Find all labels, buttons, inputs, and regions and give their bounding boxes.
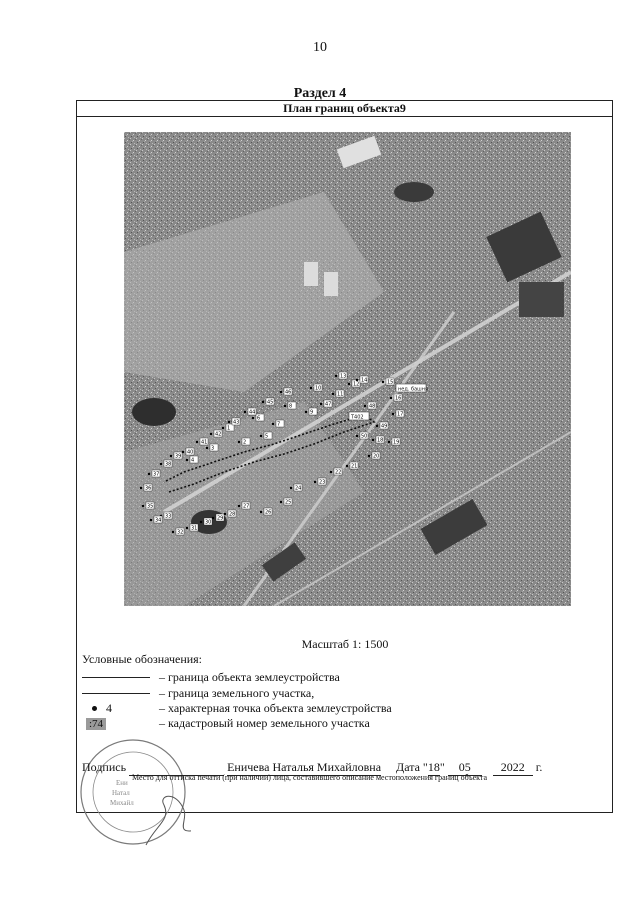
landmark-label: нед. башня — [398, 386, 428, 393]
map-scale: Масштаб 1: 1500 — [301, 637, 389, 651]
characteristic-point-dot — [314, 481, 316, 483]
date-day: 18 — [427, 760, 440, 774]
characteristic-point-dot — [280, 501, 282, 503]
point-number-label: 25 — [285, 499, 292, 506]
legend-title: Условные обозначения: — [82, 652, 203, 666]
characteristic-point-dot — [372, 439, 374, 441]
svg-text:Ени: Ени — [116, 779, 128, 787]
characteristic-point-dot — [210, 433, 212, 435]
point-number-label: 11 — [337, 391, 344, 398]
characteristic-point-dot — [172, 531, 174, 533]
characteristic-point-dot — [348, 383, 350, 385]
point-number-label: 12 — [353, 381, 360, 388]
characteristic-point-dot — [196, 441, 198, 443]
characteristic-point-dot — [140, 487, 142, 489]
point-number-label: 23 — [319, 479, 326, 486]
point-number-label: 27 — [243, 503, 250, 510]
map-vegetation — [132, 398, 176, 426]
characteristic-point-dot — [346, 465, 348, 467]
point-number-label: 1 — [227, 425, 231, 432]
stamp-seal — [76, 735, 191, 850]
characteristic-point-dot — [368, 455, 370, 457]
legend-item-object-boundary: – граница объекта землеустройства — [82, 669, 340, 685]
characteristic-point-dot — [148, 473, 150, 475]
characteristic-point-dot — [252, 417, 254, 419]
characteristic-point-dot — [390, 397, 392, 399]
point-number-label: 4 — [191, 457, 195, 464]
point-number-label: 19 — [393, 439, 400, 446]
point-number-label: 18 — [377, 437, 384, 444]
characteristic-point-dot — [238, 441, 240, 443]
landmark-label-group — [396, 384, 428, 393]
point-number-label: 9 — [310, 409, 314, 416]
point-number-label: 17 — [397, 411, 404, 418]
date-month: 05 — [448, 760, 482, 776]
boundary-map — [124, 132, 571, 606]
date-label: Дата " — [396, 760, 428, 774]
point-number-label: 5 — [265, 433, 269, 440]
point-number-label: 43 — [233, 419, 240, 426]
page-number: 10 — [313, 40, 327, 55]
characteristic-point-dot — [290, 487, 292, 489]
characteristic-point-dot — [228, 421, 230, 423]
point-number-label: 50 — [361, 433, 368, 440]
characteristic-point-dot — [320, 403, 322, 405]
characteristic-point-dot — [186, 459, 188, 461]
characteristic-point-dot — [260, 511, 262, 513]
characteristic-point-dot — [150, 519, 152, 521]
point-number-label: 8 — [289, 403, 293, 410]
characteristic-point-dot — [382, 381, 384, 383]
point-number-label: 16 — [395, 395, 402, 402]
characteristic-point-dot — [335, 375, 337, 377]
characteristic-point-dot — [392, 413, 394, 415]
point-number-label: 22 — [335, 469, 342, 476]
point-number-label: 45 — [267, 399, 274, 406]
date-year-suffix: г. — [535, 760, 543, 774]
point-number-label: 26 — [265, 509, 272, 516]
point-number-label: 28 — [229, 511, 236, 518]
point-number-label: 38 — [165, 461, 172, 468]
point-number-label: 46 — [285, 389, 292, 396]
section-title: Раздел 4 — [293, 86, 347, 101]
point-number-label: 24 — [295, 485, 302, 492]
characteristic-point-dot — [262, 401, 264, 403]
point-number-label: 48 — [369, 403, 376, 410]
characteristic-point-dot — [238, 505, 240, 507]
frame-title: План границ объекта9 — [76, 100, 613, 117]
characteristic-point-dot — [186, 527, 188, 529]
point-number-label: 10 — [315, 385, 322, 392]
point-number-label: 47 — [325, 401, 332, 408]
point-number-label: 35 — [147, 503, 154, 510]
date-year: 2022 — [493, 760, 533, 776]
point-number-label: 6 — [257, 415, 261, 422]
characteristic-point-dot — [332, 393, 334, 395]
point-number-label: 29 — [217, 515, 224, 522]
point-number-label: 36 — [145, 485, 152, 492]
cadastral-box-icon: :74 — [86, 718, 106, 730]
characteristic-point-dot — [206, 447, 208, 449]
signature-caption: Место для оттиска печати (при наличии) лица, составившего описание местоположения границ объекта — [132, 773, 488, 782]
svg-text:Михайл: Михайл — [110, 799, 134, 807]
characteristic-point-dot — [170, 455, 172, 457]
characteristic-point-dot — [160, 463, 162, 465]
point-number-label: 20 — [373, 453, 380, 460]
legend-item-characteristic-point: 4 – характерная точка объекта землеустройства — [82, 700, 392, 716]
point-number-label: 41 — [201, 439, 208, 446]
point-number-label: 37 — [153, 471, 160, 478]
characteristic-point-dot — [388, 441, 390, 443]
characteristic-point-dot — [356, 379, 358, 381]
point-number-label: 7 — [277, 421, 281, 428]
dot-icon — [92, 706, 97, 711]
point-number-label: 30 — [205, 519, 212, 526]
svg-text:Натал: Натал — [112, 789, 130, 797]
characteristic-point-dot — [330, 471, 332, 473]
legend-line-icon — [82, 677, 150, 678]
characteristic-point-dot — [280, 391, 282, 393]
point-number-label: 3 — [211, 445, 215, 452]
signer-name: Еничева Наталья Михайловна — [227, 760, 382, 774]
characteristic-point-dot — [222, 427, 224, 429]
signature-label: Подпись — [82, 760, 127, 774]
legend-item-cadastral-number: :74 – кадастровый номер земельного участка — [82, 715, 370, 731]
map-building — [324, 272, 338, 296]
point-number-label: 42 — [215, 431, 222, 438]
cadastral-number-label: Т402 — [351, 414, 364, 421]
point-number-label: 34 — [155, 517, 162, 524]
map-building — [519, 282, 564, 317]
map-vegetation — [394, 182, 434, 202]
characteristic-point-dot — [376, 425, 378, 427]
point-number-label: 15 — [387, 379, 394, 386]
characteristic-point-dot — [356, 435, 358, 437]
cadastral-label-group — [349, 412, 369, 421]
characteristic-point-dot — [142, 505, 144, 507]
characteristic-point-dot — [284, 405, 286, 407]
characteristic-point-dot — [305, 411, 307, 413]
characteristic-point-dot — [244, 411, 246, 413]
characteristic-point-dot — [310, 387, 312, 389]
point-number-label: 39 — [175, 453, 182, 460]
point-number-label: 49 — [381, 423, 388, 430]
legend-item-parcel-boundary: – граница земельного участка, — [82, 685, 314, 701]
point-number-label: 44 — [249, 409, 256, 416]
map-building — [304, 262, 318, 286]
legend-line-icon — [82, 693, 150, 694]
point-number-label: 40 — [187, 449, 194, 456]
characteristic-point-dot — [272, 423, 274, 425]
characteristic-point-dot — [260, 435, 262, 437]
characteristic-point-dot — [182, 451, 184, 453]
point-number-label: 13 — [340, 373, 347, 380]
characteristic-point-dot — [200, 521, 202, 523]
point-number-label: 31 — [191, 525, 198, 532]
point-number-label: 32 — [177, 529, 184, 536]
point-number-label: 14 — [361, 377, 368, 384]
point-number-label: 2 — [243, 439, 247, 446]
point-number-label: 33 — [165, 513, 172, 520]
point-number-label: 21 — [351, 463, 358, 470]
characteristic-point-dot — [364, 405, 366, 407]
signature-row: Подпись Еничева Наталья Михайловна Дата "18" 05 2022 г. — [82, 760, 543, 774]
